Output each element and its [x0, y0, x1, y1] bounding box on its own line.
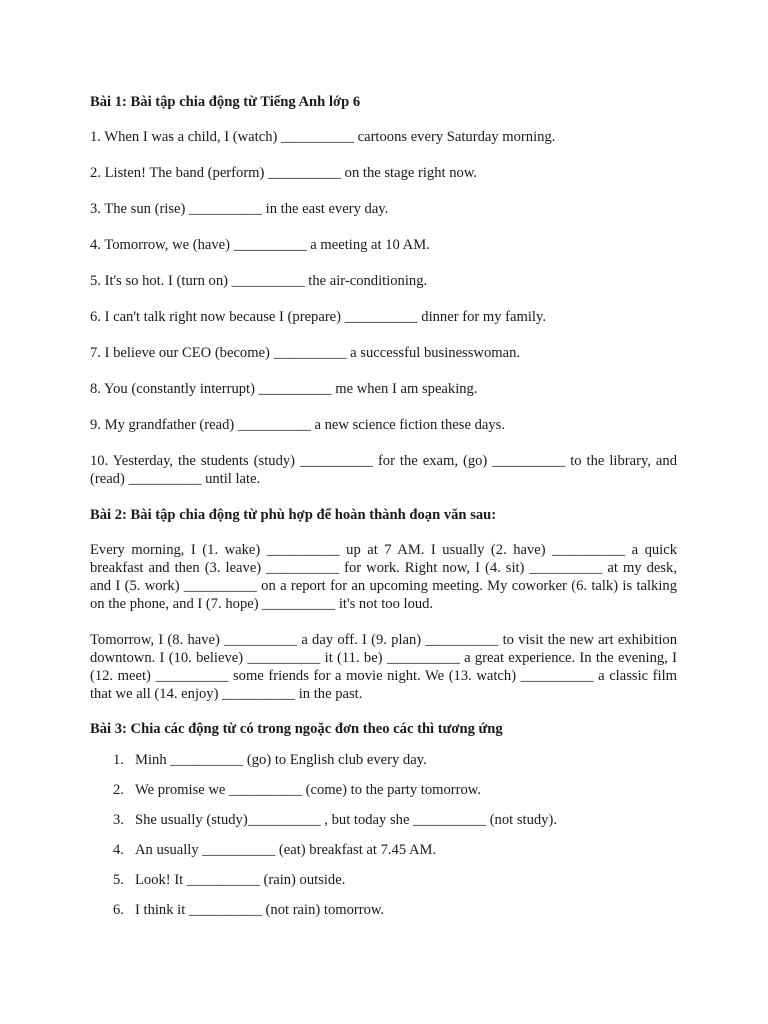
- list-item-text: An usually __________ (eat) breakfast at 7.45 AM.: [135, 842, 437, 858]
- list-item-text: I think it __________ (not rain) tomorrow.: [135, 902, 385, 918]
- question-9: 9. My grandfather (read) __________ a new science fiction these days.: [90, 417, 505, 433]
- passage-paragraph-2: Tomorrow, I (8. have) __________ a day off. I (9. plan) __________ to visit the new art exhibition downtown. I (10. believe) __________ it (11. be) __________ a great experience. In the evening, I (12. meet) __________ some friends for a movie night. We (13. watch) __________ a classic film that we all (14. enjoy) __________ in the past.: [90, 632, 677, 702]
- list-item: [90, 781, 677, 799]
- list-item-number: 3.: [113, 812, 124, 828]
- question-2: 2. Listen! The band (perform) __________ on the stage right now.: [90, 165, 478, 181]
- question-1: 1. When I was a child, I (watch) __________ cartoons every Saturday morning.: [90, 129, 556, 145]
- question-4: 4. Tomorrow, we (have) __________ a meeting at 10 AM.: [90, 237, 430, 253]
- list-item: [90, 901, 677, 919]
- list-item-number: 2.: [113, 782, 124, 798]
- list-item-text: She usually (study)__________ , but today she __________ (not study).: [135, 812, 557, 828]
- section-2-passage: [90, 541, 677, 703]
- list-item: [90, 751, 677, 769]
- list-item: [90, 811, 677, 829]
- list-item-number: 1.: [113, 752, 124, 768]
- question-8: 8. You (constantly interrupt) __________ me when I am speaking.: [90, 381, 478, 397]
- list-item-number: 5.: [113, 872, 124, 888]
- passage-paragraph-1: Every morning, I (1. wake) __________ up at 7 AM. I usually (2. have) __________ a quick breakfast and then (3. leave) __________ for work. Right now, I (4. sit) __________ at my desk, and I (5. work) __________ on a report for an upcoming meeting. My coworker (6. talk) is talking on the phone, and I (7. hope) __________ it's not too loud.: [90, 542, 677, 612]
- question-6: 6. I can't talk right now because I (prepare) __________ dinner for my family.: [90, 309, 546, 325]
- worksheet-page: [90, 93, 677, 931]
- list-item-text: Look! It __________ (rain) outside.: [135, 872, 346, 888]
- list-item-number: 4.: [113, 842, 124, 858]
- section-1-questions: [90, 128, 677, 488]
- list-item-text: We promise we __________ (come) to the party tomorrow.: [135, 782, 482, 798]
- list-item: [90, 871, 677, 889]
- question-7: 7. I believe our CEO (become) __________ a successful businesswoman.: [90, 345, 521, 361]
- question-5: 5. It's so hot. I (turn on) __________ the air-conditioning.: [90, 273, 428, 289]
- list-item: [90, 841, 677, 859]
- list-item-text: Minh __________ (go) to English club every day.: [135, 752, 427, 768]
- question-3: 3. The sun (rise) __________ in the east every day.: [90, 201, 389, 217]
- section-3-title: Bài 3: Chia các động từ có trong ngoặc đơn theo các thì tương ứng: [90, 721, 503, 737]
- section-3-list: [90, 751, 677, 919]
- section-2-title: Bài 2: Bài tập chia động từ phù hợp để hoàn thành đoạn văn sau:: [90, 507, 497, 523]
- list-item-number: 6.: [113, 902, 124, 918]
- section-1-title: Bài 1: Bài tập chia động từ Tiếng Anh lớp 6: [90, 94, 361, 110]
- question-10: 10. Yesterday, the students (study) __________ for the exam, (go) __________ to the library, and (read) __________ until late.: [90, 453, 677, 487]
